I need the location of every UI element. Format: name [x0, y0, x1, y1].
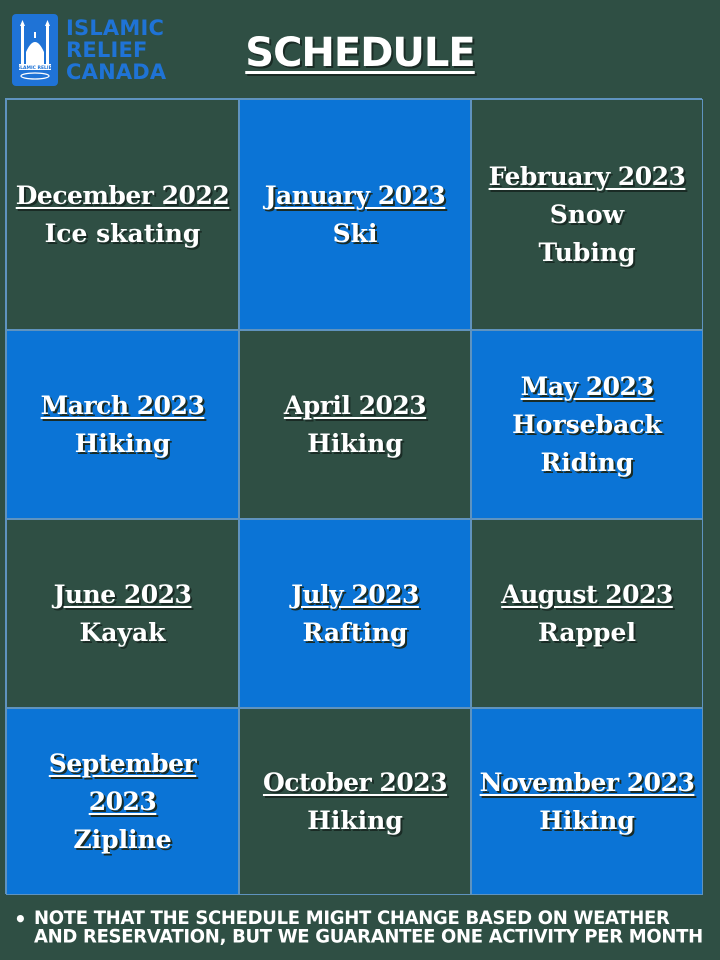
- logo-line-2: RELIEF: [66, 37, 148, 62]
- activity-label: Horseback Riding: [512, 409, 662, 477]
- month-label: September 2023: [48, 748, 197, 816]
- month-label: May 2023: [520, 371, 654, 401]
- schedule-cell-june-2023: [6, 519, 239, 708]
- schedule-grid: [5, 98, 702, 894]
- schedule-cell-august-2023: [471, 519, 703, 708]
- month-label: November 2023: [479, 767, 695, 797]
- page-title: SCHEDULE: [245, 30, 475, 76]
- activity-label: Zipline: [73, 824, 172, 854]
- activity-label: Hiking: [74, 428, 171, 458]
- activity-label: Rafting: [302, 617, 408, 647]
- logo-badge-text: ISLAMIC RELIEF: [15, 65, 55, 71]
- schedule-cell-december-2022: [6, 99, 239, 330]
- schedule-cell-may-2023: [471, 330, 703, 519]
- month-label: June 2023: [53, 579, 192, 609]
- activity-label: Kayak: [79, 617, 166, 647]
- schedule-cell-october-2023: [239, 708, 471, 895]
- schedule-cell-february-2023: [471, 99, 703, 330]
- month-label: July 2023: [291, 579, 419, 609]
- activity-label: Ski: [332, 218, 378, 248]
- schedule-cell-july-2023: [239, 519, 471, 708]
- month-label: August 2023: [501, 579, 673, 609]
- activity-label: Hiking: [539, 805, 635, 835]
- month-label: February 2023: [488, 161, 686, 191]
- activity-label: Ice skating: [44, 218, 201, 248]
- month-label: December 2022: [15, 180, 230, 210]
- month-label: October 2023: [262, 767, 448, 797]
- month-label: March 2023: [40, 390, 205, 420]
- schedule-cell-march-2023: [6, 330, 239, 519]
- schedule-cell-september-2023: [6, 708, 239, 895]
- logo-line-3: CANADA: [66, 59, 167, 84]
- schedule-cell-january-2023: [239, 99, 471, 330]
- month-label: January 2023: [264, 180, 446, 210]
- activity-label: Snow Tubing: [538, 199, 636, 267]
- schedule-cell-november-2023: [471, 708, 703, 895]
- activity-label: Hiking: [307, 428, 403, 458]
- schedule-cell-april-2023: [239, 330, 471, 519]
- activity-label: Rappel: [538, 617, 636, 647]
- note-text: NOTE THAT THE SCHEDULE MIGHT CHANGE BASED ON WEATHER AND RESERVATION, BUT WE GUARANTEE ONE ACTIVITY PER MONTH: [34, 907, 703, 948]
- activity-label: Hiking: [307, 805, 403, 835]
- logo-line-1: ISLAMIC: [66, 15, 165, 40]
- bullet-icon: •: [14, 907, 27, 931]
- month-label: April 2023: [283, 390, 427, 420]
- schedule-note: [14, 907, 704, 948]
